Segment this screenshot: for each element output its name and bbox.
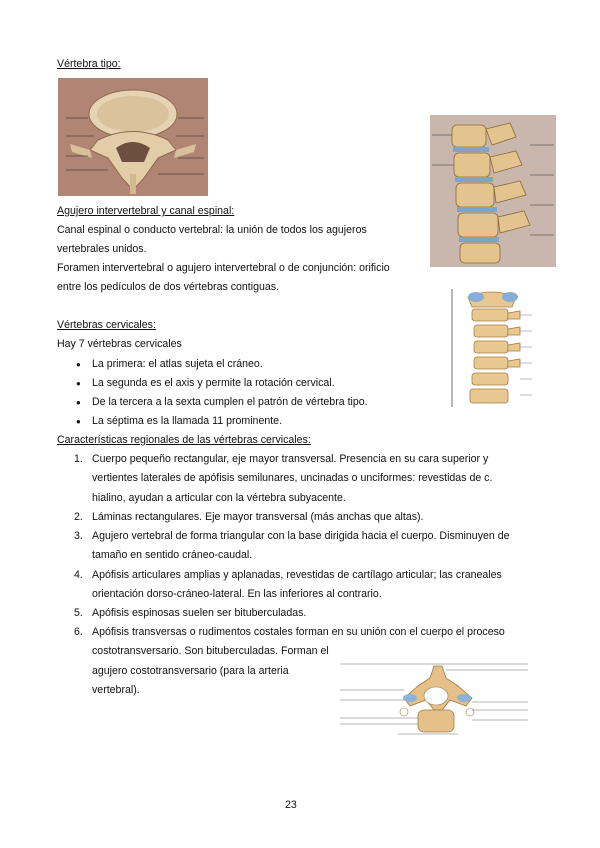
page-number: 23 bbox=[285, 799, 297, 811]
list-line: vertebral). bbox=[92, 683, 140, 696]
cervical-vertebra-top-image bbox=[338, 660, 532, 738]
intro-cervicales: Hay 7 vértebras cervicales bbox=[57, 338, 182, 350]
list-number: 5. bbox=[74, 607, 83, 619]
list-line: Agujero vertebral de forma triangular con la base dirigida hacia el cuerpo. Disminuyen de bbox=[92, 530, 510, 542]
paragraph-canal-line1: Canal espinal o conducto vertebral: la unión de todos los agujeros bbox=[57, 224, 367, 236]
numbered-item-3 bbox=[74, 527, 510, 566]
list-line: vertientes laterales de apófisis semilunares, uncinadas o unciformes: revestidas de c. bbox=[92, 472, 493, 485]
list-item: ● La primera: el atlas sujeta el cráneo. bbox=[92, 355, 263, 374]
list-item: ● La séptima es la llamada 11 prominente. bbox=[92, 412, 282, 431]
list-number: 1. bbox=[74, 453, 83, 465]
heading-caracteristicas: Características regionales de las vértebras cervicales: bbox=[57, 434, 311, 446]
list-line: Apófisis transversas o rudimentos costales forman en su unión con el cuerpo el proceso bbox=[92, 626, 505, 638]
paragraph-canal-line2: vertebrales unidos. bbox=[57, 243, 147, 255]
cervical-spine-image bbox=[428, 283, 556, 413]
list-line: hialino, ayudan a articular con la vértebra subyacente. bbox=[92, 491, 346, 504]
list-number: 3. bbox=[74, 530, 83, 542]
list-line: agujero costotransversario (para la arteria bbox=[92, 664, 289, 677]
paragraph-foramen-line1: Foramen intervertebral o agujero intervertebral o de conjunción: orificio bbox=[57, 262, 390, 274]
list-item: ● La segunda es el axis y permite la rotación cervical. bbox=[92, 374, 335, 393]
paragraph-foramen-line2: entre los pedículos de dos vértebras contiguas. bbox=[57, 281, 280, 293]
list-line: Apófisis articulares amplias y aplanadas, revestidas de cartílago articular; las craneales bbox=[92, 569, 502, 581]
lumbar-spine-image bbox=[430, 115, 556, 267]
list-line: orientación dorso-cráneo-lateral. En las inferiores al contrario. bbox=[92, 588, 382, 601]
numbered-item-1 bbox=[74, 450, 493, 508]
list-number: 4. bbox=[74, 569, 83, 581]
heading-vertebra-tipo: Vértebra tipo: bbox=[57, 58, 121, 70]
list-number: 6. bbox=[74, 626, 83, 638]
list-line: tamaño en sentido cráneo-caudal. bbox=[92, 549, 253, 562]
list-item: ● De la tercera a la sexta cumplen el patrón de vértebra tipo. bbox=[92, 393, 368, 412]
heading-vertebras-cervicales: Vértebras cervicales: bbox=[57, 319, 156, 331]
heading-agujero-intervertebral: Agujero intervertebral y canal espinal: bbox=[57, 205, 235, 217]
numbered-item-4 bbox=[74, 566, 502, 605]
numbered-item-5 bbox=[74, 604, 307, 623]
list-line: Láminas rectangulares. Eje mayor transversal (más anchas que altas). bbox=[92, 511, 424, 523]
list-line: Apófisis espinosas suelen ser bituberculadas. bbox=[92, 607, 307, 619]
list-line: Cuerpo pequeño rectangular, eje mayor transversal. Presencia en su cara superior y bbox=[92, 453, 489, 465]
vertebra-tipo-image bbox=[58, 78, 208, 196]
numbered-item-2 bbox=[74, 508, 424, 527]
list-line: costotransversario. Son bituberculadas. Forman el bbox=[92, 645, 329, 658]
list-number: 2. bbox=[74, 511, 83, 523]
